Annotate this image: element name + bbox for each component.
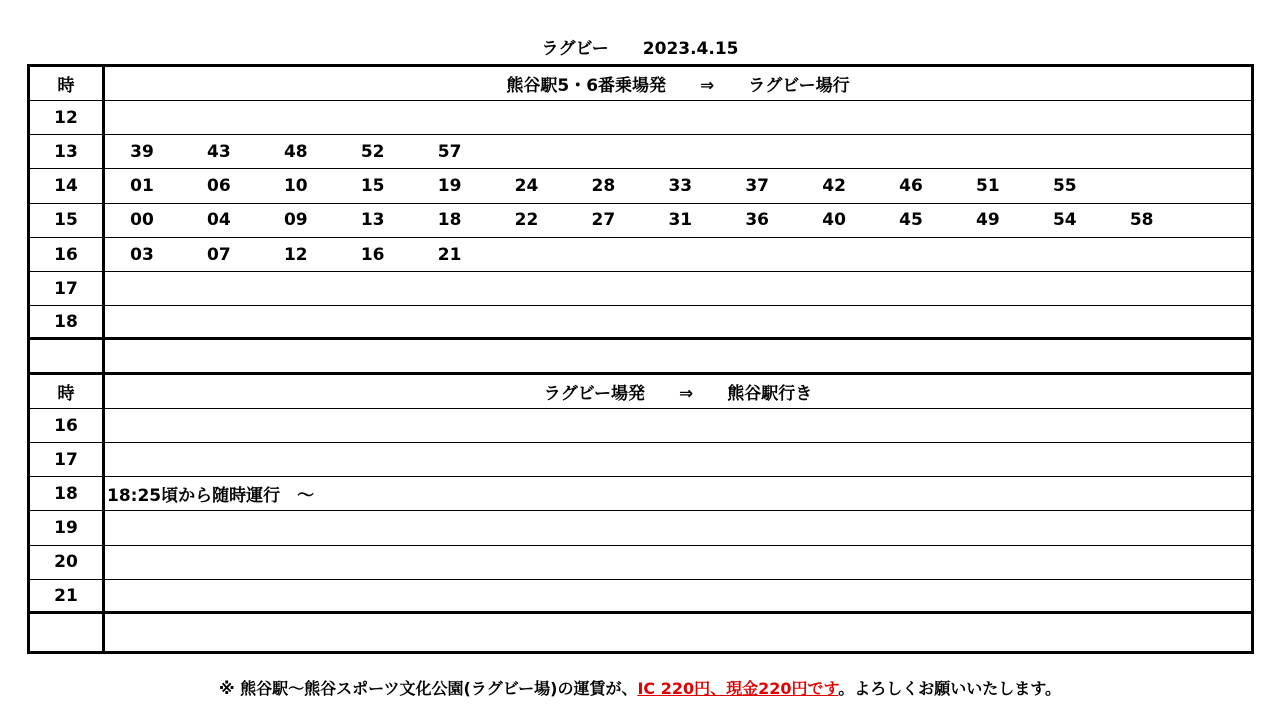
table-row — [30, 512, 1251, 546]
table-row — [30, 204, 1251, 238]
departure-minute: 57 — [437, 141, 462, 162]
table-row — [30, 409, 1251, 443]
departure-minute: 27 — [591, 210, 616, 231]
fare-highlight: IC 220円、現金220円です — [637, 679, 839, 698]
table-row — [30, 546, 1251, 580]
fare-note-prefix: ※ 熊谷駅～熊谷スポーツ文化公園(ラグビー場)の運賃が、 — [218, 679, 638, 698]
hour-cell: 15 — [54, 210, 78, 231]
departure-minute: 21 — [437, 244, 462, 265]
spacer-row — [30, 614, 1251, 648]
note-area — [105, 443, 1251, 476]
departure-minute: 55 — [1052, 176, 1077, 197]
minutes-cell — [105, 306, 1251, 337]
service-note: 18:25頃から随時運行 ～ — [107, 486, 315, 507]
route-cell — [105, 67, 1251, 100]
page-title: ラグビー 2023.4.15 — [541, 39, 739, 59]
departure-minute: 42 — [822, 176, 846, 197]
minutes-cell — [105, 204, 1251, 237]
departure-minute: 24 — [514, 176, 539, 197]
table-row — [30, 443, 1251, 477]
hour-cell: 16 — [54, 244, 78, 265]
hour-cell: 12 — [54, 107, 78, 128]
table-row — [30, 101, 1251, 135]
departure-minute: 33 — [668, 176, 693, 197]
note-area — [105, 512, 1251, 545]
spacer-row — [30, 341, 1251, 375]
hour-cell: 18 — [54, 483, 78, 504]
departure-minute: 01 — [130, 176, 154, 197]
departure-minute: 31 — [668, 210, 693, 231]
note-area — [105, 580, 1251, 611]
section2-header-row — [30, 375, 1251, 409]
departure-minute: 04 — [207, 210, 231, 231]
note-area — [105, 477, 1251, 510]
departure-minute: 22 — [514, 210, 539, 231]
hour-cell: 14 — [54, 176, 78, 197]
departure-minute: 36 — [745, 210, 770, 231]
departure-minute: 06 — [207, 176, 231, 197]
minutes-cell — [105, 272, 1251, 305]
departure-minute: 58 — [1129, 210, 1154, 231]
departure-minute: 54 — [1052, 210, 1077, 231]
table-row — [30, 272, 1251, 306]
fare-note-suffix: 。よろしくお願いいたします。 — [838, 679, 1061, 698]
hour-cell: 17 — [54, 278, 78, 299]
departure-minute: 46 — [899, 176, 923, 197]
departure-minute: 40 — [822, 210, 846, 231]
departure-minute: 16 — [360, 244, 385, 265]
departure-minute: 37 — [745, 176, 770, 197]
timetable — [27, 64, 1254, 654]
hour-cell: 13 — [54, 141, 78, 162]
departure-minute: 49 — [976, 210, 1000, 231]
hour-cell: 20 — [54, 552, 78, 573]
departure-minute: 28 — [591, 176, 616, 197]
hour-cell: 19 — [54, 518, 78, 539]
table-row — [30, 238, 1251, 272]
departure-minute: 39 — [130, 141, 154, 162]
departure-minute: 51 — [976, 176, 1000, 197]
table-row — [30, 477, 1251, 511]
table-row — [30, 580, 1251, 614]
minutes-cell — [105, 135, 1251, 168]
departure-minute: 18 — [437, 210, 462, 231]
departure-minute: 09 — [283, 210, 308, 231]
departure-minute: 15 — [360, 176, 385, 197]
route-cell — [105, 375, 1251, 408]
note-area — [105, 546, 1251, 579]
hour-cell: 21 — [54, 585, 78, 606]
departure-minute: 03 — [130, 244, 154, 265]
table-row — [30, 170, 1251, 204]
minutes-cell — [105, 238, 1251, 271]
hour-header: 時 — [57, 76, 75, 96]
departure-minute: 13 — [360, 210, 385, 231]
hour-cell: 17 — [54, 449, 78, 470]
departure-minute: 07 — [207, 244, 231, 265]
note-area — [105, 409, 1251, 442]
hour-header: 時 — [57, 383, 75, 404]
departure-minute: 52 — [360, 141, 385, 162]
route-label: 熊谷駅5・6番乗場発 ⇒ ラグビー場行 — [506, 76, 850, 96]
table-row — [30, 135, 1251, 169]
departure-minute: 43 — [207, 141, 231, 162]
departure-minute: 10 — [283, 176, 308, 197]
departure-minute: 48 — [283, 141, 308, 162]
hour-cell: 16 — [54, 415, 78, 436]
departure-minute: 19 — [437, 176, 462, 197]
minutes-cell — [105, 101, 1251, 134]
hour-cell: 18 — [54, 311, 78, 332]
departure-minute: 45 — [899, 210, 923, 231]
minutes-cell — [105, 170, 1251, 203]
route-label: ラグビー場発 ⇒ 熊谷駅行き — [543, 383, 813, 404]
table-row — [30, 306, 1251, 340]
fare-note — [0, 676, 1280, 699]
section1-header-row — [30, 67, 1251, 101]
departure-minute: 12 — [283, 244, 308, 265]
departure-minute: 00 — [130, 210, 154, 231]
